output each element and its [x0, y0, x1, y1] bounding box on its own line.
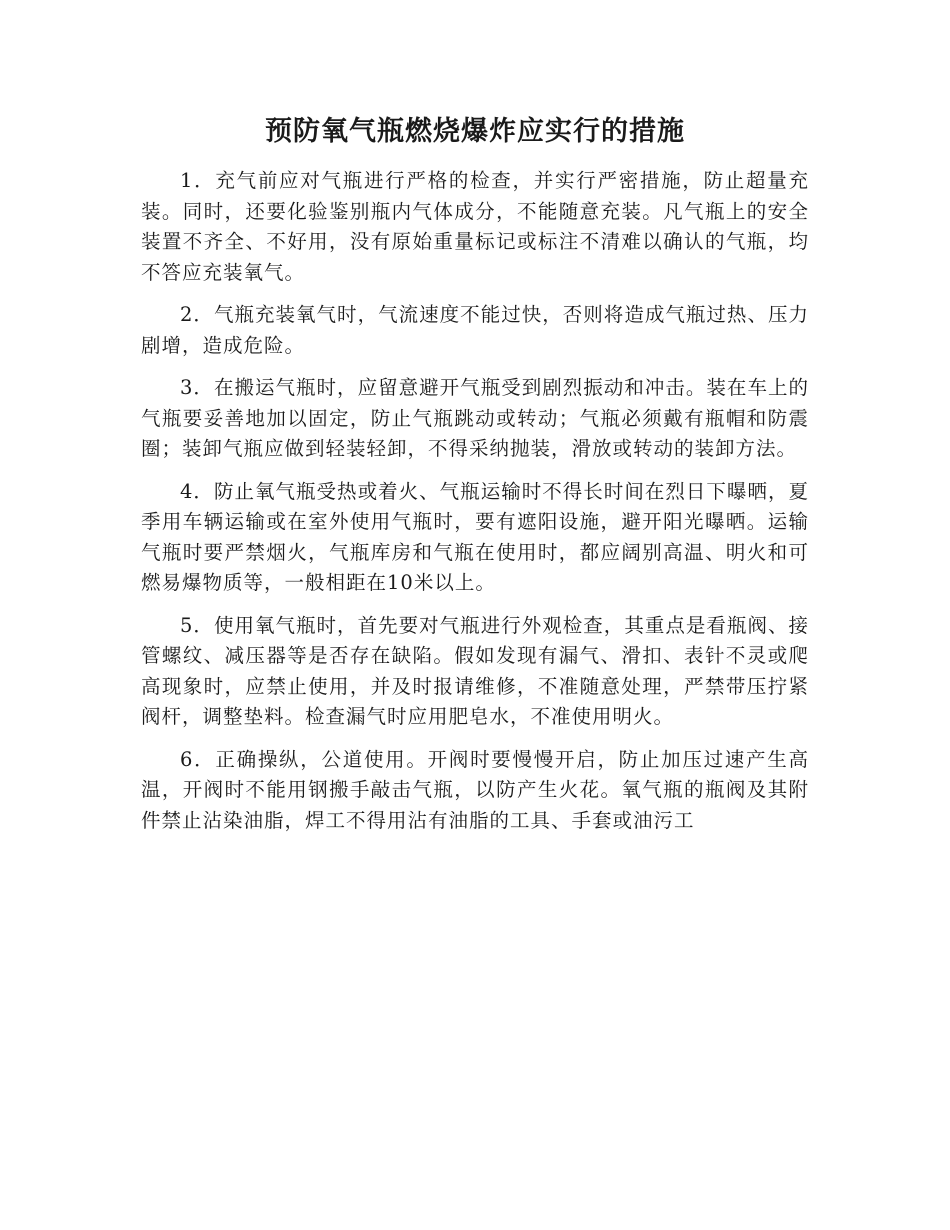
paragraph-1: 1．充气前应对气瓶进行严格的检查，并实行严密措施，防止超量充装。同时，还要化验鉴别瓶内气体成分，不能随意充装。凡气瓶上的安全装置不齐全、不好用，没有原始重量标记或标注不清难以确认的气瓶，均不答应充装氧气。	[141, 169, 809, 284]
paragraph-2: 2．气瓶充装氧气时，气流速度不能过快，否则将造成气瓶过热、压力剧增，造成危险。	[141, 303, 809, 357]
document-title: 预防氧气瓶燃烧爆炸应实行的措施	[265, 116, 685, 147]
paragraph-4: 4．防止氧气瓶受热或着火、气瓶运输时不得长时间在烈日下曝晒，夏季用车辆运输或在室外使用气瓶时，要有遮阳设施，避开阳光曝晒。运输气瓶时要严禁烟火，气瓶库房和气瓶在使用时，都应阔别高温、明火和可燃易爆物质等，一般相距在10米以上。	[141, 479, 809, 594]
paragraph-3: 3．在搬运气瓶时，应留意避开气瓶受到剧烈振动和冲击。装在车上的气瓶要妥善地加以固定，防止气瓶跳动或转动；气瓶必须戴有瓶帽和防震圈；装卸气瓶应做到轻装轻卸，不得采纳抛装，滑放或转动的装卸方法。	[141, 376, 809, 460]
document-body	[141, 166, 809, 836]
paragraph-6: 6．正确操纵，公道使用。开阀时要慢慢开启，防止加压过速产生高温，开阀时不能用钢搬手敲击气瓶，以防产生火花。氧气瓶的瓶阀及其附件禁止沾染油脂，焊工不得用沾有油脂的工具、手套或油污工	[141, 747, 809, 832]
paragraph-5: 5．使用氧气瓶时，首先要对气瓶进行外观检查，其重点是看瓶阀、接管螺纹、减压器等是否存在缺陷。假如发现有漏气、滑扣、表针不灵或爬高现象时，应禁止使用，并及时报请维修，不准随意处理，严禁带压拧紧阀杆，调整垫料。检查漏气时应用肥皂水，不准使用明火。	[141, 613, 809, 728]
document-page	[141, 108, 809, 836]
